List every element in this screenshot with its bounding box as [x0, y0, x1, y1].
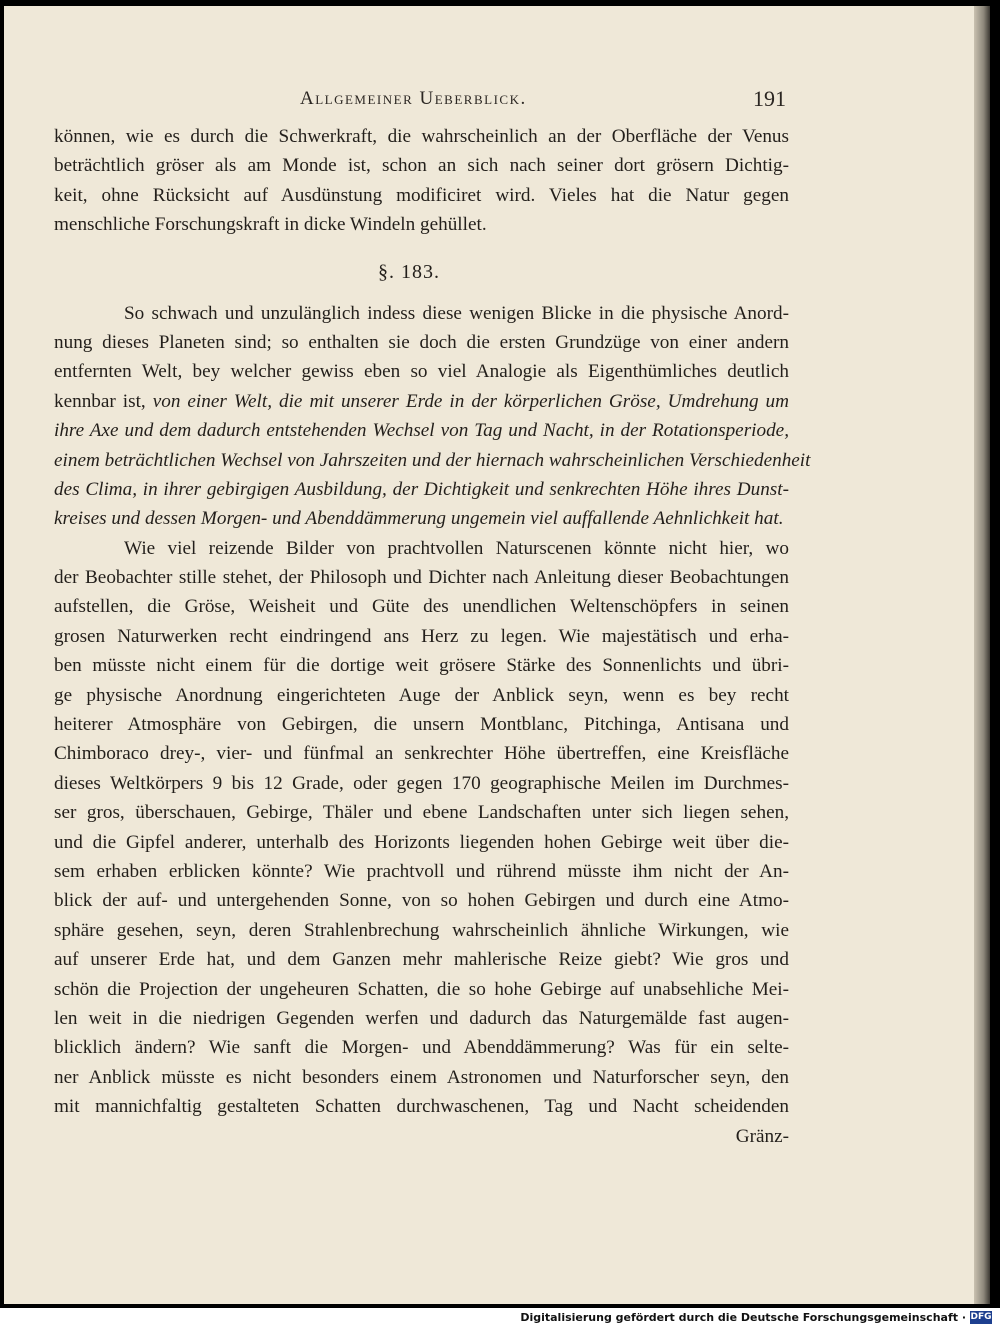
funding-credit: Digitalisierung gefördert durch die Deutsche Forschungsgemeinschaft · — [520, 1311, 966, 1324]
footer-bar — [0, 1308, 1000, 1328]
text-line: und die Gipfel anderer, unterhalb des Horizonts liegenden hohen Gebirge weit über die- — [54, 831, 789, 853]
text-line: So schwach und unzulänglich indess diese wenigen Blicke in die physische Anord- — [124, 302, 789, 324]
text-line: ner Anblick müsste es nicht besonders einem Astronomen und Naturforscher seyn, den — [54, 1066, 789, 1088]
text-line-italic: ihre Axe und dem dadurch entstehenden Wechsel von Tag und Nacht, in der Rotationsperiode, — [54, 420, 789, 442]
page-number: 191 — [753, 86, 786, 111]
text-italic-part: von einer Welt, die mit unserer Erde in der körperlichen Gröse, Umdrehung um — [152, 390, 790, 412]
text-line: keit, ohne Rücksicht auf Ausdünstung modificiret wird. Vieles hat die Natur gegen — [54, 184, 789, 206]
text-line: menschliche Forschungskraft in dicke Windeln gehüllet. — [54, 214, 487, 236]
page-edge-shadow — [974, 6, 990, 1304]
text-line: aufstellen, die Gröse, Weisheit und Güte des unendlichen Weltenschöpfers in seinen — [54, 596, 789, 618]
text-line: nung dieses Planeten sind; so enthalten sie doch die ersten Grundzüge von einer andern — [54, 331, 789, 353]
text-line: ge physische Anordnung eingerichteten Auge der Anblick seyn, wenn es bey recht — [54, 684, 789, 706]
text-line-italic: einem beträchtlichen Wechsel von Jahrszeiten und der hiernach wahrscheinlichen Verschiedenheit — [54, 449, 811, 471]
text-line: mit mannichfaltig gestalteten Schatten durchwaschenen, Tag und Nacht scheidenden — [54, 1096, 789, 1118]
text-line: grosen Naturwerken recht eindringend ans Herz zu legen. Wie majestätisch und erha- — [54, 625, 789, 647]
text-line: blicklich ändern? Wie sanft die Morgen- und Abenddämmerung? Was für ein selte- — [54, 1037, 789, 1059]
dfg-logo: DFG — [970, 1312, 992, 1322]
text-line-mixed — [54, 387, 789, 416]
text-line-italic: des Clima, in ihrer gebirgigen Ausbildung, der Dichtigkeit und senkrechten Höhe ihres Dunst- — [54, 478, 789, 500]
text-line-italic: kreises und dessen Morgen- und Abenddämmerung ungemein viel auffallende Aehnlichkeit hat. — [54, 508, 784, 530]
text-line: ser gros, überschauen, Gebirge, Thäler und ebene Landschaften unter sich liegen sehen, — [54, 802, 789, 824]
text-line: sphäre gesehen, seyn, deren Strahlenbrechung wahrscheinlich ähnliche Wirkungen, wie — [54, 919, 789, 941]
text-line: schön die Projection der ungeheuren Schatten, die so hohe Gebirge auf unabsehliche Mei- — [54, 978, 789, 1000]
running-head — [4, 86, 974, 118]
catchword: Gränz- — [735, 1125, 789, 1147]
text-line: beträchtlich gröser als am Monde ist, schon an sich nach seiner dort grösern Dichtig- — [54, 155, 789, 177]
book-page — [4, 6, 974, 1304]
text-line: blick der auf- und untergehenden Sonne, von so hohen Gebirgen und durch eine Atmo- — [54, 890, 789, 912]
text-line: dieses Weltkörpers 9 bis 12 Grade, oder gegen 170 geographische Meilen im Durchmes- — [54, 772, 789, 794]
text-line: auf unserer Erde hat, und dem Ganzen mehr mahlerische Reize giebt? Wie gros und — [54, 949, 789, 971]
running-title: Allgemeiner Ueberblick. — [300, 88, 527, 109]
text-line: entfernten Welt, bey welcher gewiss eben so viel Analogie als Eigenthümliches deutlich — [54, 361, 789, 383]
text-line: der Beobachter stille stehet, der Philosoph und Dichter nach Anleitung dieser Beobachtungen — [54, 567, 789, 589]
text-line: können, wie es durch die Schwerkraft, die wahrscheinlich an der Oberfläche der Venus — [54, 126, 789, 147]
text-plain-part: kennbar ist, — [54, 390, 146, 412]
text-line: sem erhaben erblicken könnte? Wie prachtvoll und rührend müsste ihm nicht der An- — [54, 860, 789, 882]
text-line: heiterer Atmosphäre von Gebirgen, die unsern Montblanc, Pitchinga, Antisana und — [54, 714, 789, 736]
section-heading: §. 183. — [378, 260, 440, 283]
text-line: Wie viel reizende Bilder von prachtvollen Naturscenen könnte nicht hier, wo — [124, 537, 789, 559]
text-line: Chimboraco drey-, vier- und fünfmal an senkrechter Höhe übertreffen, eine Kreisfläche — [54, 743, 789, 765]
text-line: ben müsste nicht einem für die dortige weit grösere Stärke des Sonnenlichts und übri- — [54, 655, 789, 677]
text-line: len weit in die niedrigen Gegenden werfen und dadurch das Naturgemälde fast augen- — [54, 1007, 789, 1029]
body-text — [54, 122, 811, 1151]
